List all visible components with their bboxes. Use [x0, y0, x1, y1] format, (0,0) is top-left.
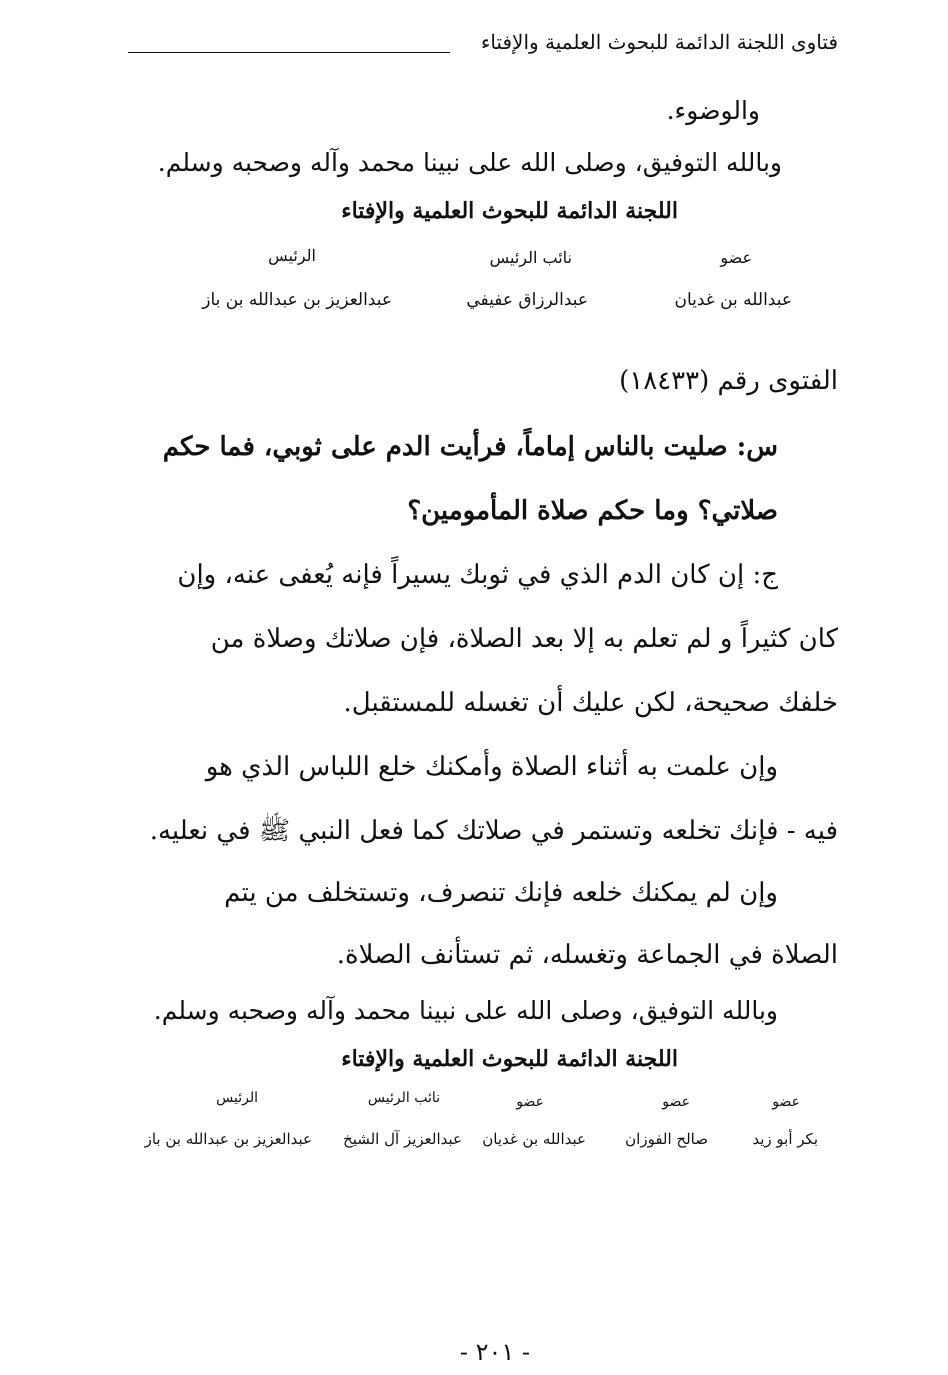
signatory-name: صالح الفوزان: [625, 1130, 708, 1148]
closing-text: وبالله التوفيق، وصلى الله على نبينا محمد وآله وصحبه وسلم.: [157, 148, 782, 177]
answer-line: فيه - فإنك تخلعه وتستمر في صلاتك كما فعل النبي ﷺ في نعليه.: [149, 816, 838, 846]
signatory-name: عبدالعزيز بن عبدالله بن باز: [144, 1130, 312, 1148]
answer-line: الصلاة في الجماعة وتغسله، ثم تستأنف الصلاة.: [336, 940, 838, 970]
signatory-role: عضو: [516, 1094, 544, 1110]
answer-line: كان كثيراً و لم تعلم به إلا بعد الصلاة، فإن صلاتك وصلاة من: [210, 624, 838, 654]
signatory-role: عضو: [662, 1094, 690, 1110]
signatory-name: بكر أبو زيد: [752, 1130, 818, 1148]
closing-text: وبالله التوفيق، وصلى الله على نبينا محمد وآله وصحبه وسلم.: [153, 996, 778, 1025]
page-number: - ٢٠١ -: [459, 1338, 530, 1366]
fatwa-number: الفتوى رقم (١٨٤٣٣): [619, 366, 838, 396]
header-rule: [128, 52, 450, 53]
running-header-title: فتاوى اللجنة الدائمة للبحوث العلمية والإفتاء: [480, 30, 838, 54]
committee-name: اللجنة الدائمة للبحوث العلمية والإفتاء: [341, 198, 678, 224]
signatory-name: عبدالله بن غديان: [482, 1130, 586, 1148]
signatory-role: الرئيس: [268, 246, 316, 265]
signatory-role: الرئيس: [216, 1090, 258, 1106]
continuation-text: والوضوء.: [666, 96, 760, 125]
signatory-name: عبدالرزاق عفيفي: [466, 290, 588, 310]
question-line: س: صليت بالناس إماماً، فرأيت الدم على ثوبي، فما حكم: [162, 432, 778, 462]
signatory-role: عضو: [772, 1094, 800, 1110]
signatory-name: عبدالعزيز آل الشيخ: [343, 1130, 462, 1148]
question-line: صلاتي؟ وما حكم صلاة المأمومين؟: [407, 496, 778, 526]
signatory-role: عضو: [720, 248, 752, 267]
answer-line: ج: إن كان الدم الذي في ثوبك يسيراً فإنه يُعفى عنه، وإن: [177, 560, 778, 590]
answer-line: وإن علمت به أثناء الصلاة وأمكنك خلع اللباس الذي هو: [205, 752, 778, 782]
signatory-role: نائب الرئيس: [367, 1090, 440, 1106]
signatory-name: عبدالله بن غديان: [674, 290, 792, 310]
answer-line: خلفك صحيحة، لكن عليك أن تغسله للمستقبل.: [343, 688, 838, 718]
signatory-role: نائب الرئيس: [489, 248, 572, 267]
committee-name: اللجنة الدائمة للبحوث العلمية والإفتاء: [341, 1046, 678, 1072]
signatory-name: عبدالعزيز بن عبدالله بن باز: [202, 290, 392, 310]
answer-line: وإن لم يمكنك خلعه فإنك تنصرف، وتستخلف من يتم: [224, 878, 778, 908]
